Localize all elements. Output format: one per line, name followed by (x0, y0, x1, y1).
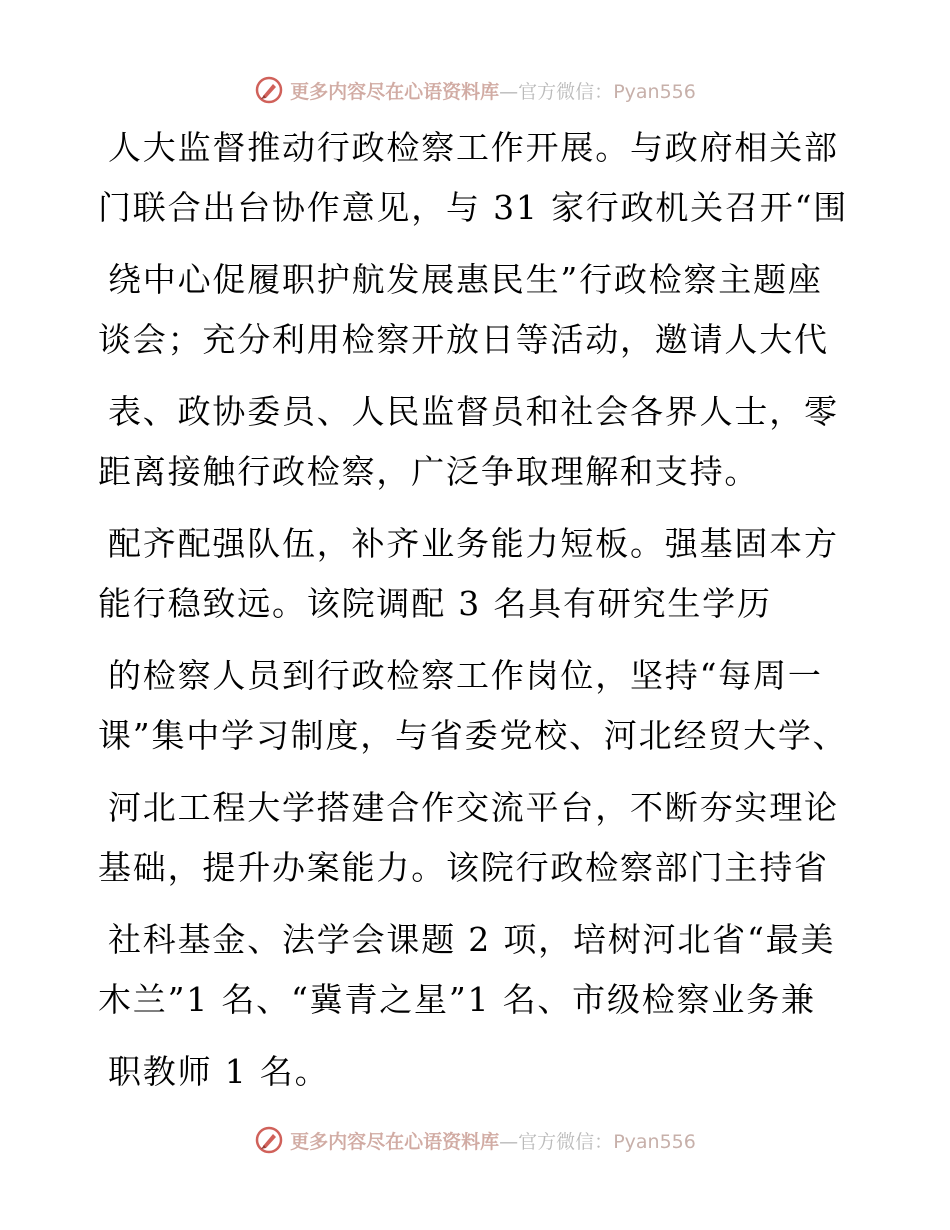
footer-watermark-title: 更多内容尽在心语资料库 (290, 1130, 500, 1153)
paragraph-line: 木兰”1 名、“冀青之星”1 名、市级检察业务兼 (98, 980, 816, 1019)
header-watermark-handle: Pyan556 (613, 80, 696, 103)
footer-watermark-banner (0, 1120, 950, 1160)
paragraph-line: 配齐配强队伍，补齐业务能力短板。强基固本方 (108, 524, 839, 563)
pen-nib-logo-icon (254, 1125, 284, 1155)
paragraph-line: 门联合出台协作意见，与 31 家行政机关召开“围 (98, 188, 849, 227)
paragraph-line: 社科基金、法学会课题 2 项，培树河北省“最美 (108, 920, 836, 959)
header-watermark-title: 更多内容尽在心语资料库 (290, 80, 500, 103)
paragraph-line: 人大监督推动行政检察工作开展。与政府相关部 (108, 128, 839, 167)
paragraph-line: 的检察人员到行政检察工作岗位，坚持“每周一 (108, 656, 823, 695)
header-watermark-separator: — (499, 80, 519, 103)
footer-watermark-text (290, 1127, 696, 1154)
paragraph-line: 表、政协委员、人民监督员和社会各界人士，零 (108, 392, 839, 431)
footer-watermark-handle: Pyan556 (613, 1130, 696, 1153)
paragraph-line: 绕中心促履职护航发展惠民生”行政检察主题座 (108, 260, 823, 299)
footer-watermark-label: 官方微信： (518, 1130, 614, 1153)
paragraph-line: 课”集中学习制度，与省委党校、河北经贸大学、 (98, 716, 848, 755)
header-watermark-banner (0, 70, 950, 110)
header-watermark-label: 官方微信： (518, 80, 614, 103)
paragraph-line: 能行稳致远。该院调配 3 名具有研究生学历 (98, 584, 772, 623)
footer-watermark-separator: — (499, 1130, 519, 1153)
paragraph-line: 谈会；充分利用检察开放日等活动，邀请人大代 (98, 320, 829, 359)
pen-nib-logo-icon (254, 75, 284, 105)
paragraph-line: 职教师 1 名。 (108, 1052, 330, 1091)
header-watermark-text (290, 77, 696, 104)
paragraph-line: 基础，提升办案能力。该院行政检察部门主持省 (98, 848, 829, 887)
paragraph-line: 距离接触行政检察，广泛争取理解和支持。 (98, 452, 760, 491)
paragraph-line: 河北工程大学搭建合作交流平台，不断夯实理论 (108, 788, 839, 827)
